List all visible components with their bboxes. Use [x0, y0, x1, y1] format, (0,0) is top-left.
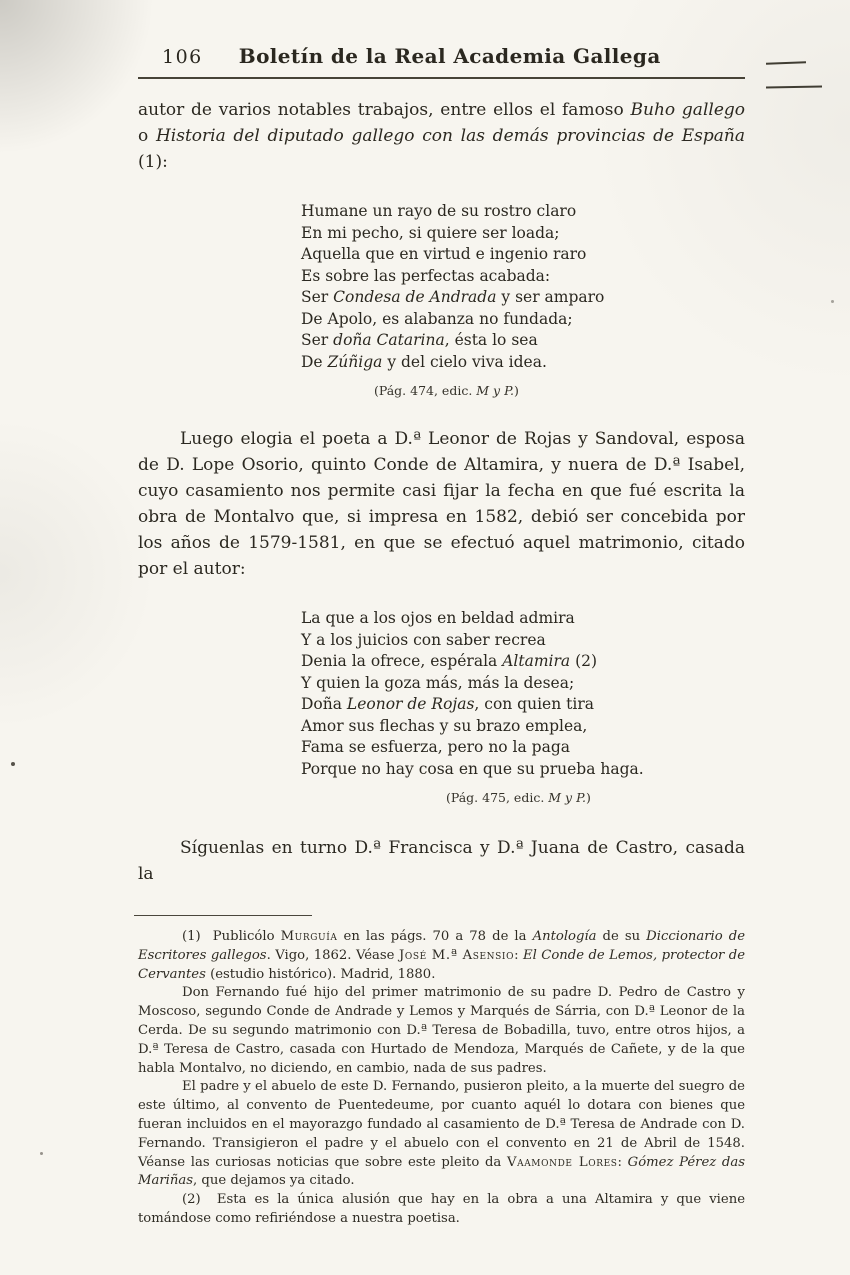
ink-speck — [831, 300, 834, 303]
page-number: 106 — [162, 46, 203, 68]
text-segment: Buho gallego — [630, 100, 745, 120]
footnote-paragraph — [138, 1078, 745, 1191]
text-segment: Leonor de Rojas — [346, 695, 475, 713]
text-segment: o — [138, 126, 156, 146]
text-segment: , con quien tira — [474, 695, 594, 713]
text-segment: Gómez Pérez das Mariñas — [138, 1154, 745, 1189]
intro-paragraph — [138, 97, 745, 175]
journal-title: Boletín de la Real Academia Gallega — [238, 44, 661, 68]
poem-line — [301, 287, 745, 309]
text-segment: Diccionario de Escritores gallegos — [138, 929, 746, 963]
poem-line — [301, 608, 745, 630]
text-segment: Y a los juicios con saber recrea — [301, 630, 546, 649]
text-segment: , ésta lo sea — [444, 331, 538, 349]
text-segment: Amor sus flechas y su brazo emplea, — [301, 716, 588, 735]
text-segment: : — [617, 1154, 628, 1170]
text-segment: de su — [596, 929, 647, 944]
poem-2 — [301, 608, 745, 780]
text-segment: Zúñiga — [327, 352, 383, 371]
text-segment: Antología — [532, 929, 597, 944]
poem-line — [301, 330, 745, 352]
text-segment: (Pág. 475, edic. — [446, 790, 549, 805]
poem-line — [301, 223, 745, 245]
paragraph-2: Luego elogia el poeta a D.ª Leonor de Rojas y Sandoval, esposa de D. Lope Osorio, quinto Conde de Altamira, y nuera de D.ª Isabel, cuyo casamiento nos permite casi fijar la fecha en que fué escrita la obra de Montalvo que, si impresa en 1582, debió ser concebida por los años de 1579-1581, en que se efectuó aquel matrimonio, citado por el autor: — [138, 429, 745, 579]
text-segment: Porque no hay cosa en que su prueba haga. — [301, 759, 644, 778]
poem-line — [301, 694, 745, 716]
poem-line — [301, 759, 745, 781]
text-segment: El Conde de Lemos, protector de Cervantes — [138, 947, 746, 982]
text-segment: (Pág. 474, edic. — [374, 383, 477, 398]
text-segment: (estudio histórico). Madrid, 1880. — [205, 966, 436, 982]
text-segment: (1): — [138, 152, 168, 172]
page-header — [138, 44, 745, 79]
text-segment: En mi pecho, si quiere ser loada; — [301, 223, 560, 242]
text-segment: autor de varios notables trabajos, entre ellos el famoso — [138, 100, 631, 120]
scan-artifact-dash — [766, 86, 822, 89]
text-segment: Murguía — [280, 929, 338, 944]
text-segment: Altamira — [502, 652, 571, 670]
footnote-paragraph — [138, 928, 745, 984]
text-segment: Aquella que en virtud e ingenio raro — [301, 245, 587, 263]
text-segment: Denia la ofrece, espérala — [301, 652, 503, 670]
poem-line — [301, 630, 745, 652]
text-segment: Ser — [301, 288, 334, 306]
poem-line — [301, 716, 745, 738]
text-segment: De Apolo, es alabanza no fundada; — [301, 309, 573, 328]
text-segment: Fama se esfuerza, pero no la paga — [301, 738, 571, 756]
poem-line — [301, 737, 745, 759]
text-segment: José M.ª Asensio — [398, 947, 515, 963]
text-segment: Don Fernando fué hijo del primer matrimonio de su padre D. Pedro de Castro y Moscoso, segundo Conde de Andrade y Lemos y Marqués de Sárria, con D.ª Leonor de la Cerda. De su segundo matrimonio con D.ª Teresa de Bobadilla, tuvo, entre otros hijos, a D.ª Teresa de Castro, casada con Hurtado de Mendoza, Marqués de Cañete, y de la que habla Montalvo, no diciendo, en cambio, nada de sus padres. — [138, 985, 745, 1076]
text-segment: M y P. — [476, 383, 514, 398]
text-segment: Doña — [301, 695, 347, 713]
footnote-paragraph — [138, 984, 745, 1078]
text-segment: y ser amparo — [496, 288, 605, 306]
poem-line — [301, 309, 745, 331]
text-segment: Historia del diputado gallego con las demás provincias de España — [155, 126, 745, 146]
text-segment: Condesa de Andrada — [333, 288, 497, 306]
text-segment: : — [514, 947, 523, 963]
text-segment: Es sobre las perfectas acabada: — [301, 266, 551, 285]
ink-speck — [11, 762, 15, 766]
ink-speck — [40, 1152, 43, 1155]
poem-line — [301, 651, 745, 673]
text-segment: El padre y el abuelo de este D. Fernando, pusieron pleito, a la muerte del suegro de este último, al convento de Puentedeume, por cuanto aquél lo dotara con bienes que fueran incluidos en el mayorazgo fundado al casamiento de D.ª Teresa de Andrade con D. Fernando. Transigieron el padre y el abuelo con el convento en 21 de Abril de 1548. Véanse las curiosas noticias que sobre este pleito da — [138, 1079, 745, 1170]
scan-artifact-dash — [766, 61, 806, 64]
text-segment: doña Catarina — [333, 331, 445, 349]
text-segment: Ser — [301, 331, 334, 349]
footnote-separator-rule — [134, 915, 312, 916]
footnotes-section — [138, 928, 745, 1229]
poem-2-attribution — [446, 790, 745, 805]
poem-line — [301, 352, 745, 374]
poem-1-attribution — [374, 383, 745, 398]
text-segment: ) — [513, 383, 519, 398]
poem-line — [301, 266, 745, 288]
poem-line — [301, 201, 745, 223]
text-segment: . Vigo, 1862. Véase — [266, 947, 399, 963]
text-segment: (2) — [570, 652, 598, 670]
text-segment: De — [301, 352, 328, 371]
paragraph-3: Síguenlas en turno D.ª Francisca y D.ª Juana de Castro, casada la — [138, 838, 745, 884]
text-segment: Vaamonde Lores — [506, 1154, 618, 1170]
text-segment: M y P. — [548, 790, 586, 805]
text-segment: (1) Publicólo — [182, 929, 281, 944]
poem-1 — [301, 201, 745, 373]
poem-line — [301, 673, 745, 695]
text-segment: (2) Esta es la única alusión que hay en la obra a una Altamira y que viene tomándose como refiriéndose a nuestra poetisa. — [138, 1192, 745, 1226]
text-segment: , que dejamos ya citado. — [193, 1173, 355, 1189]
text-segment: Humane un rayo de su rostro claro — [301, 202, 577, 220]
text-segment: y del cielo viva idea. — [382, 352, 547, 371]
poem-line — [301, 244, 745, 266]
text-segment: en las págs. 70 a 78 de la — [337, 929, 533, 944]
text-segment: La que a los ojos en beldad admira — [301, 609, 575, 627]
text-segment: ) — [585, 790, 591, 805]
text-segment: Y quien la goza más, más la desea; — [301, 673, 575, 692]
footnote-paragraph — [138, 1191, 745, 1229]
